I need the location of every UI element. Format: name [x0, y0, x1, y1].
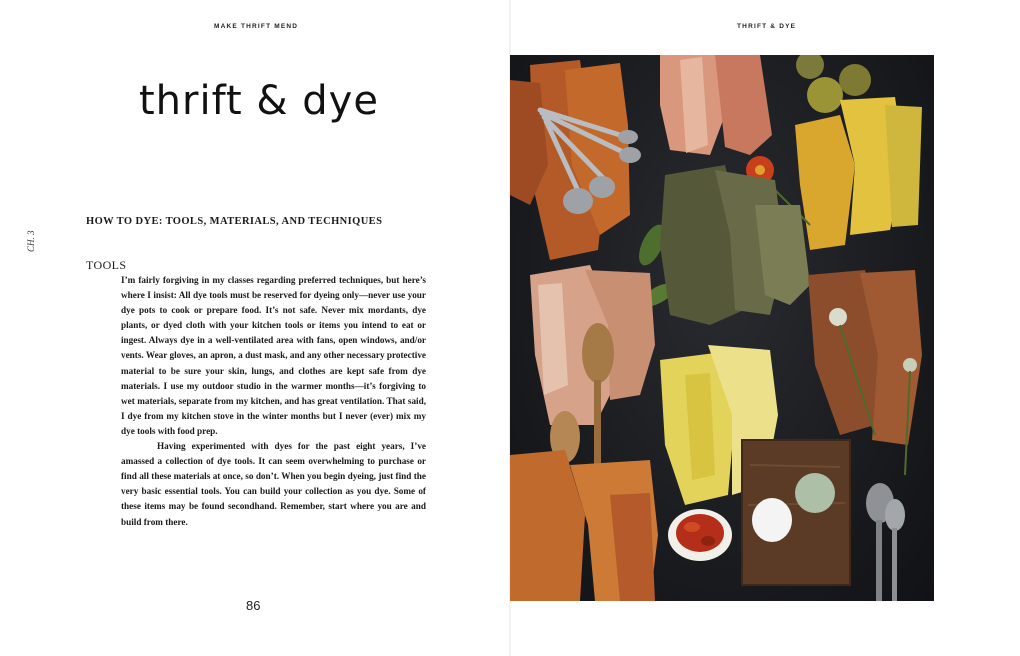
dyed-fabric-photo [510, 55, 934, 601]
subheading-tools: TOOLS [86, 258, 127, 272]
chapter-tab: CH. 3 [26, 230, 36, 252]
right-page [510, 0, 1020, 656]
wood-board [742, 440, 850, 585]
page-number: 86 [246, 598, 261, 613]
chapter-title: thrift & dye [139, 78, 379, 124]
paragraph: I’m fairly forgiving in my classes regarding preferred techniques, but here’s where I insist: All dye tools must be reserved for dyeing only—never use your dye pots to cook or prepare food. It’s not safe. Never mix mordants, dye plants, or dyed cloth with your kitchen tools or items you intend to eat or ingest. Always dye in a well-ventilated area with fans, open windows, and/or vents. Wear gloves, an apron, a dust mask, and any other necessary protective material to be sure your skin, lungs, and clothes are kept safe from dye materials. I use my outdoor studio in the warmer months—it’s forgiving to wet materials, separate from my kitchen, and has great ventilation. That said, I dye from my kitchen stove in the winter months but I never (ever) mix my dye tools with food prep. [121, 275, 426, 436]
paragraph: Having experimented with dyes for the past eight years, I’ve amassed a collection of dye tools. It can seem overwhelming to purchase or find all these materials at once, so don’t. When you begin dyeing, just find the very basic essential tools. You can build your collection as you dye. Some of these items may be found secondhand. Remember, start where you are and build from there. [121, 441, 426, 527]
metal-spoons [866, 483, 905, 601]
rust-swatches [510, 60, 630, 260]
dried-chili-bowl [668, 509, 732, 561]
section-heading: HOW TO DYE: TOOLS, MATERIALS, AND TECHNIQUES [86, 216, 383, 227]
body-text [121, 273, 426, 530]
running-head: THRIFT & DYE [737, 23, 797, 30]
running-head: MAKE THRIFT MEND [214, 23, 299, 30]
